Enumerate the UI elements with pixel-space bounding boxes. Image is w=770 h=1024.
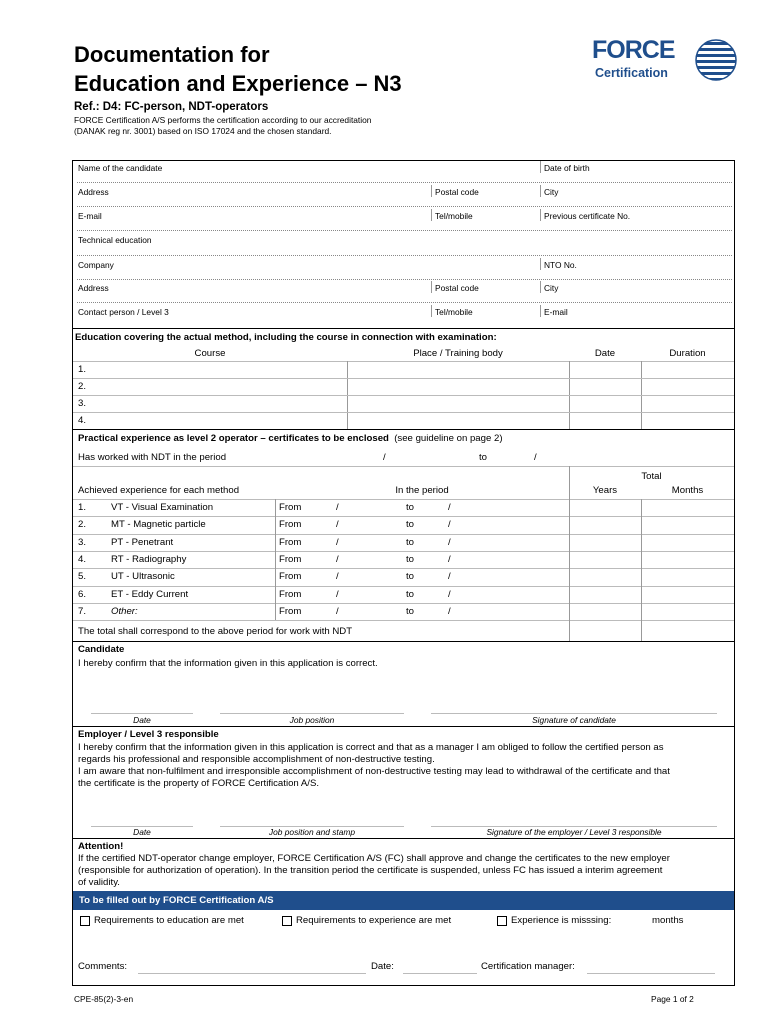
attention-heading: Attention! [78,841,124,852]
label-company-email: E-mail [544,307,568,317]
candidate-text: I hereby confirm that the information given in this application is correct. [78,658,378,669]
form-code: CPE-85(2)-3-en [74,994,134,1004]
method-number: 7. [78,605,87,617]
label-experience-met: Requirements to experience are met [296,915,452,926]
edu-row-1: 1. [78,364,87,375]
method-number: 5. [78,571,87,583]
label-company-address: Address [78,283,109,293]
total-note: The total shall correspond to the above period for work with NDT [78,626,353,637]
method-to-slash: / [448,605,451,617]
office-date-label: Date: [371,961,394,972]
title-line-2: Education and Experience – N3 [74,71,402,96]
method-from-slash: / [336,519,339,531]
edu-row-3: 3. [78,398,87,409]
col-date: Date [594,348,616,359]
checkbox-experience-met[interactable] [282,916,292,926]
method-from: From [279,571,302,583]
method-to: to [406,588,415,600]
method-number: 6. [78,588,87,600]
title-line-1: Documentation for [74,42,270,67]
edu-row-4: 4. [78,415,87,426]
in-period-header: In the period [395,485,449,496]
method-name: RT - Radiography [111,553,187,565]
method-to: to [406,571,415,583]
application-form [72,160,735,986]
label-nto-no: NTO No. [544,260,577,270]
col-place: Place / Training body [413,348,503,359]
method-to-slash: / [448,588,451,600]
employer-p1-line2: regards his professional and responsible accomplishment of non-destructive testing. [78,754,435,765]
method-number: 3. [78,536,87,548]
force-certification-logo [592,36,742,84]
practical-heading [78,433,503,444]
period-slash-2: / [534,452,537,463]
method-row-divider [73,586,734,587]
method-row-divider [73,534,734,535]
label-company-city: City [544,283,559,293]
label-address: Address [78,187,109,197]
method-to: to [406,605,415,617]
label-tel: Tel/mobile [435,211,473,221]
employer-signature-label: Signature of the employer / Level 3 responsible [486,827,662,837]
method-from-slash: / [336,502,339,513]
label-company-tel: Tel/mobile [435,307,473,317]
achieved-header: Achieved experience for each method [78,485,240,496]
method-name: ET - Eddy Current [111,588,189,600]
label-date-of-birth: Date of birth [544,163,590,173]
label-company: Company [78,260,114,270]
label-candidate-name: Name of the candidate [78,163,163,173]
label-city: City [544,187,559,197]
method-to: to [406,519,415,531]
label-email: E-mail [78,211,102,221]
label-months: months [652,915,684,926]
employer-p2-line2: the certificate is the property of FORCE Certification A/S. [78,778,320,789]
page-number: Page 1 of 2 [651,994,694,1004]
manager-line[interactable] [587,973,715,974]
attention-text [78,853,734,889]
method-from: From [279,536,302,548]
method-row-divider [73,568,734,569]
edu-row-2: 2. [78,381,87,392]
label-experience-missing: Experience is misssing: [511,915,612,926]
checkbox-education-met[interactable] [80,916,90,926]
label-postal-code: Postal code [435,187,479,197]
method-from: From [279,553,302,565]
intro-text [74,115,434,137]
method-from: From [279,502,302,513]
label-contact-person: Contact person / Level 3 [78,307,169,317]
method-from-slash: / [336,553,339,565]
total-header: Total [641,471,662,482]
page-title [74,40,402,98]
years-header: Years [592,485,618,496]
method-from: From [279,519,302,531]
period-slash-1: / [383,452,386,463]
reference: Ref.: D4: FC-person, NDT-operators [74,101,269,113]
months-header: Months [671,485,704,496]
method-row-divider [73,551,734,552]
col-course: Course [194,348,226,359]
method-number: 1. [78,502,87,513]
logo-subtitle: Certification [595,66,668,80]
period-label: Has worked with NDT in the period [78,452,227,463]
method-name: UT - Ultrasonic [111,571,175,583]
office-date-line[interactable] [403,973,477,974]
manager-label: Certification manager: [481,961,575,972]
method-to-slash: / [448,553,451,565]
method-from-slash: / [336,571,339,583]
method-from: From [279,605,302,617]
comments-line[interactable] [138,973,366,974]
attention-line2: (responsible for authorization of operation). In the transition period the certificate is suspended, unless FC has issued a interim agreement [78,865,663,876]
method-row-divider [73,516,734,517]
globe-icon [694,38,738,82]
col-duration: Duration [669,348,706,359]
employer-p1-line1: I hereby confirm that the information given in this application is correct and that as a manager I am obliged to follow the certified person as [78,742,664,753]
method-row-divider [73,620,734,621]
comments-label: Comments: [78,961,128,972]
candidate-heading: Candidate [78,644,125,655]
method-to-slash: / [448,571,451,583]
employer-p2-line1: I am aware that non-fulfilment and irresponsible accomplishment of non-destructive testing may lead to withdrawal of the certificate and that [78,766,670,777]
method-to: to [406,536,415,548]
label-technical-education: Technical education [78,235,152,245]
method-name: MT - Magnetic particle [111,519,206,531]
label-company-postal: Postal code [435,283,479,293]
method-name: PT - Penetrant [111,536,174,548]
method-number: 2. [78,519,87,531]
method-name: Other: [111,605,138,617]
method-from-slash: / [336,605,339,617]
period-to: to [479,452,488,463]
employer-paragraph [78,742,734,790]
method-from-slash: / [336,588,339,600]
checkbox-experience-missing[interactable] [497,916,507,926]
attention-line3: of validity. [78,877,120,888]
method-name: VT - Visual Examination [111,502,214,513]
method-from: From [279,588,302,600]
method-to: to [406,502,415,513]
practical-heading-note: (see guideline on page 2) [394,433,503,444]
intro-line-1: FORCE Certification A/S performs the certification according to our accreditation [74,115,372,125]
candidate-job-label: Job position [289,715,335,725]
practical-heading-text: Practical experience as level 2 operator – certificates to be enclosed [78,433,389,444]
method-number: 4. [78,553,87,565]
candidate-date-label: Date [133,715,151,725]
employer-date-label: Date [133,827,151,837]
employer-heading: Employer / Level 3 responsible [78,729,219,740]
education-heading: Education covering the actual method, including the course in connection with examination: [75,332,497,343]
label-previous-certificate: Previous certificate No. [544,211,631,221]
intro-line-2: (DANAK reg nr. 3001) based on ISO 17024 and the chosen standard. [74,126,332,136]
method-row-divider [73,603,734,604]
employer-job-label: Job position and stamp [268,827,356,837]
office-banner: To be filled out by FORCE Certification A/S [73,891,734,910]
method-to-slash: / [448,536,451,548]
logo-word: FORCE [592,36,675,64]
method-to-slash: / [448,502,451,513]
attention-line1: If the certified NDT-operator change employer, FORCE Certification A/S (FC) shall approve and change the certificates to the new employer [78,853,670,864]
label-education-met: Requirements to education are met [94,915,244,926]
candidate-signature-label: Signature of candidate [532,715,616,725]
method-to-slash: / [448,519,451,531]
method-to: to [406,553,415,565]
method-from-slash: / [336,536,339,548]
